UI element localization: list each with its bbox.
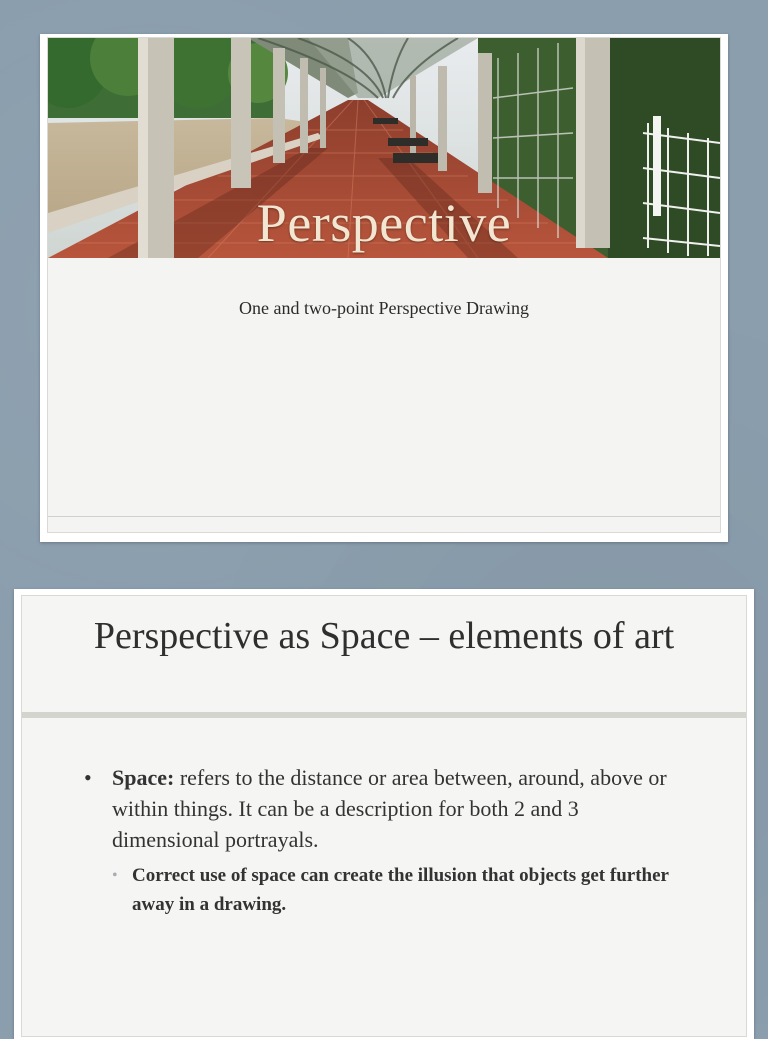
bullet-list xyxy=(84,762,684,919)
slide-1-footer-divider xyxy=(48,516,720,517)
hero-photo-pergola-walkway xyxy=(48,38,720,258)
slide-2-title-divider xyxy=(22,712,746,718)
slide-2-title: Perspective as Space – elements of art xyxy=(93,615,675,657)
slide-1 xyxy=(40,34,728,542)
slide-1-title: Perspective xyxy=(256,193,512,253)
slide-1-content xyxy=(47,37,721,533)
slide-2 xyxy=(14,589,754,1039)
bullet-icon: • xyxy=(84,765,92,790)
slide-1-subtitle: One and two-point Perspective Drawing xyxy=(239,298,529,318)
bullet-term: Space: xyxy=(112,765,175,790)
sub-bullet-text: Correct use of space can create the illusion that objects get further away in a drawing. xyxy=(132,865,669,915)
bullet-item xyxy=(84,762,684,855)
slide-2-content xyxy=(21,595,747,1037)
bullet-text: refers to the distance or area between, around, above or within things. It can be a description for both 2 and 3 dimensional portrayals. xyxy=(112,765,667,852)
sub-bullet-icon: • xyxy=(112,867,118,884)
sub-bullet-item xyxy=(112,861,684,919)
